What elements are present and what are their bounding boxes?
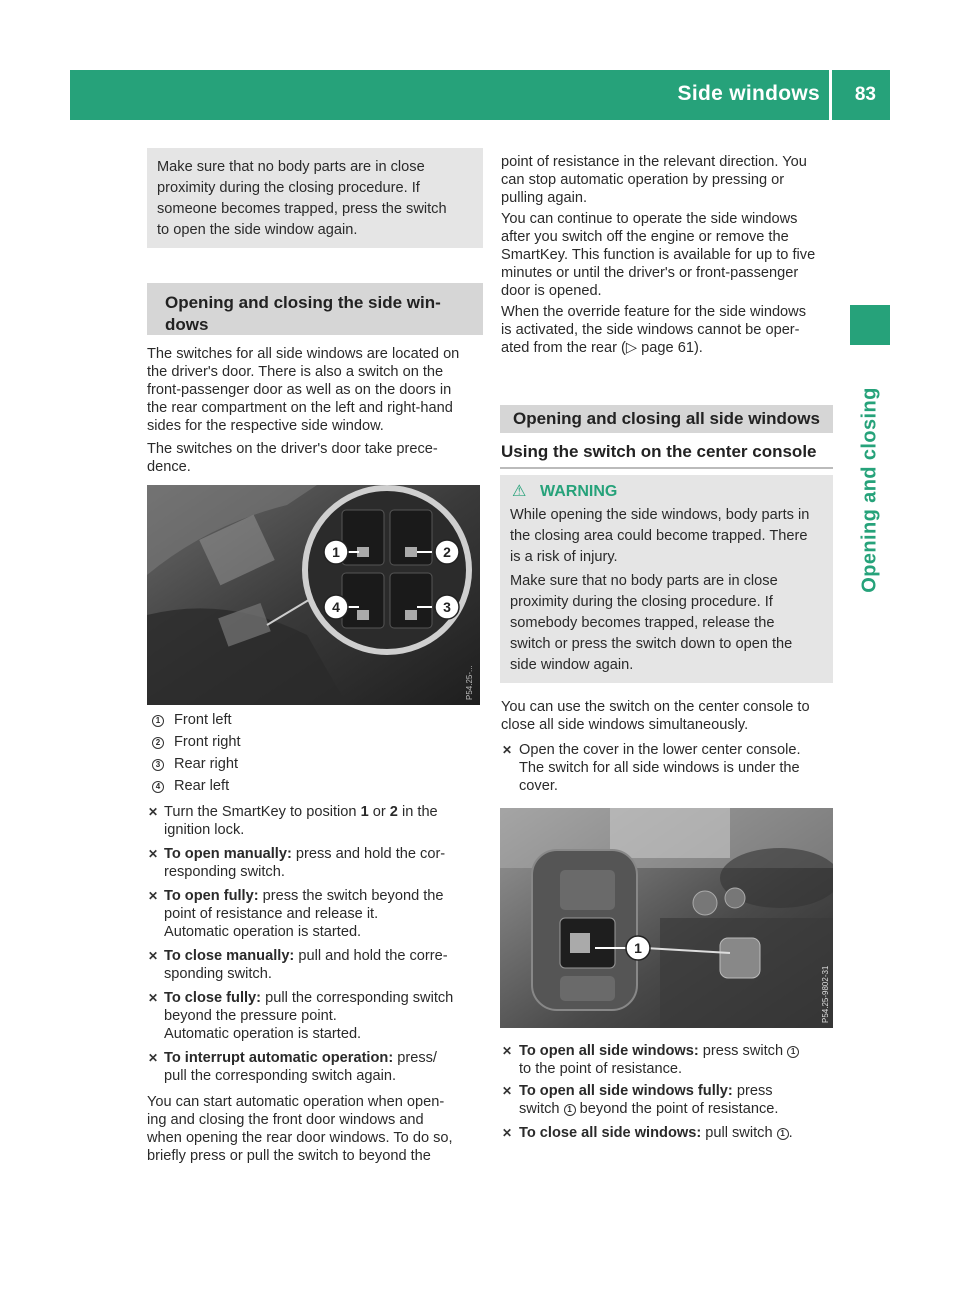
text-line: minutes or until the driver's or front-passenger xyxy=(501,265,799,281)
svg-text:3: 3 xyxy=(443,599,451,615)
step-item: Open the cover in the lower center console. The switch for all side windows is under the cover. xyxy=(519,742,801,794)
step-arrow-icon: ✕ xyxy=(502,1126,513,1140)
legend-item: 4 Rear left xyxy=(152,778,229,794)
step-arrow-icon: ✕ xyxy=(148,949,159,963)
svg-text:4: 4 xyxy=(332,599,340,615)
page-number: 83 xyxy=(854,84,876,105)
text-line: SmartKey. This function is available for up to five xyxy=(501,247,816,263)
intro-paragraph xyxy=(147,345,487,435)
text-line: sides for the respective side window. xyxy=(147,418,384,434)
text-line: The switches for all side windows are located on xyxy=(147,346,460,362)
warning-line: switch or press the switch down to open the xyxy=(510,636,793,652)
warning-line: proximity during the closing procedure. If xyxy=(510,594,773,610)
page-header xyxy=(70,70,890,120)
text-line: You can continue to operate the side windows xyxy=(501,211,798,227)
warning-line: the closing area could become trapped. There xyxy=(510,528,808,544)
text-line: ing and closing the front door windows and xyxy=(147,1112,424,1128)
text-line: the driver's door. There is also a switch on the xyxy=(147,364,444,380)
side-tab-marker xyxy=(850,305,890,345)
note-line: someone becomes trapped, press the switch xyxy=(157,201,447,217)
precedence-paragraph xyxy=(147,440,487,476)
svg-text:1: 1 xyxy=(332,544,340,560)
note-line: proximity during the closing procedure. If xyxy=(157,180,420,196)
legend-item: 1 Front left xyxy=(152,712,232,728)
text-line: briefly press or pull the switch to beyond the xyxy=(147,1148,431,1164)
text-line: dence. xyxy=(147,459,191,475)
side-tab-label: Opening and closing xyxy=(858,387,881,593)
step-item: To open all side windows: press switch 1 to the point of resistance. xyxy=(519,1042,839,1078)
step-arrow-icon: ✕ xyxy=(148,991,159,1005)
console-paragraph xyxy=(501,698,841,734)
step-arrow-icon: ✕ xyxy=(148,847,159,861)
text-line: The switches on the driver's door take prece- xyxy=(147,441,438,457)
door-switch-photo xyxy=(147,485,480,705)
legend-item: 2 Front right xyxy=(152,734,241,750)
callout-1 xyxy=(324,540,348,564)
text-line: when opening the rear door windows. To do so, xyxy=(147,1130,453,1146)
step-arrow-icon: ✕ xyxy=(502,1044,513,1058)
text-line: is activated, the side windows cannot be oper- xyxy=(501,322,800,338)
callout-2 xyxy=(435,540,459,564)
warning-icon: ⚠ xyxy=(512,483,527,500)
callout-3 xyxy=(435,595,459,619)
note-box xyxy=(147,148,483,248)
text-line: door is opened. xyxy=(501,283,602,299)
svg-text:2: 2 xyxy=(443,544,451,560)
step-item: To close all side windows: pull switch 1 . xyxy=(519,1125,793,1141)
text-line: point of resistance in the relevant direction. You xyxy=(501,154,807,170)
step-item: To open all side windows fully: press switch 1 beyond the point of resistance. xyxy=(519,1083,779,1117)
step-arrow-icon: ✕ xyxy=(148,805,159,819)
step-arrow-icon: ✕ xyxy=(148,889,159,903)
step-arrow-icon: ✕ xyxy=(502,1084,513,1098)
step-arrow-icon: ✕ xyxy=(148,1051,159,1065)
text-line: can stop automatic operation by pressing or xyxy=(501,172,785,188)
callout-1 xyxy=(626,936,650,960)
text-line: ated from the rear (▷ page 61). xyxy=(501,340,703,356)
section-heading xyxy=(147,283,483,335)
warning-line: is a risk of injury. xyxy=(510,549,618,565)
warning-title: WARNING xyxy=(540,483,618,500)
step-item: To close fully: pull the corresponding switch beyond the pressure point. Automatic operation is started. xyxy=(164,990,454,1042)
svg-text:1: 1 xyxy=(634,940,642,956)
text-line: front-passenger door as well as on the doors in xyxy=(147,382,452,398)
subheading-rule xyxy=(500,467,833,469)
text-line: close all side windows simultaneously. xyxy=(501,717,749,733)
text-line: You can use the switch on the center console to xyxy=(501,699,810,715)
outro-paragraph xyxy=(147,1093,487,1165)
text-line: the rear compartment on the left and right-hand xyxy=(147,400,453,416)
step-arrow-icon: ✕ xyxy=(502,743,513,757)
note-line: Make sure that no body parts are in close xyxy=(157,159,425,175)
image-code: P54.25-9802-31 xyxy=(821,965,830,1023)
callout-4 xyxy=(324,595,348,619)
legend-item: 3 Rear right xyxy=(152,756,238,772)
header-separator xyxy=(829,70,832,120)
warning-line: Make sure that no body parts are in close xyxy=(510,573,778,589)
center-console-photo xyxy=(500,808,833,1028)
text-line: after you switch off the engine or remove the xyxy=(501,229,789,245)
step-item: To interrupt automatic operation: press/ pull the corresponding switch again. xyxy=(164,1050,437,1084)
warning-line: somebody becomes trapped, release the xyxy=(510,615,775,631)
step-item: To open manually: press and hold the cor- responding switch. xyxy=(164,846,446,880)
section-heading: Opening and closing all side windows xyxy=(500,405,833,433)
warning-line: side window again. xyxy=(510,657,634,673)
warning-line: While opening the side windows, body parts in xyxy=(510,507,810,523)
text-line: When the override feature for the side windows xyxy=(501,304,807,320)
header-title: Side windows xyxy=(677,82,820,105)
warning-box xyxy=(500,475,833,683)
step-item: To close manually: pull and hold the corre- sponding switch. xyxy=(164,948,448,982)
continuation-paragraph xyxy=(501,153,841,357)
step-item: Turn the SmartKey to position 1 or 2 in the ignition lock. xyxy=(164,804,438,838)
text-line: pulling again. xyxy=(501,190,588,206)
note-line: to open the side window again. xyxy=(157,222,358,238)
subheading: Using the switch on the center console xyxy=(501,442,817,461)
image-code: P54.25-... xyxy=(465,665,474,700)
text-line: You can start automatic operation when open- xyxy=(147,1094,445,1110)
step-item: To open fully: press the switch beyond the point of resistance and release it. Automatic operation is started. xyxy=(164,888,444,940)
heading-line: dows xyxy=(165,315,209,334)
heading-line: Opening and closing the side win- xyxy=(165,293,441,312)
